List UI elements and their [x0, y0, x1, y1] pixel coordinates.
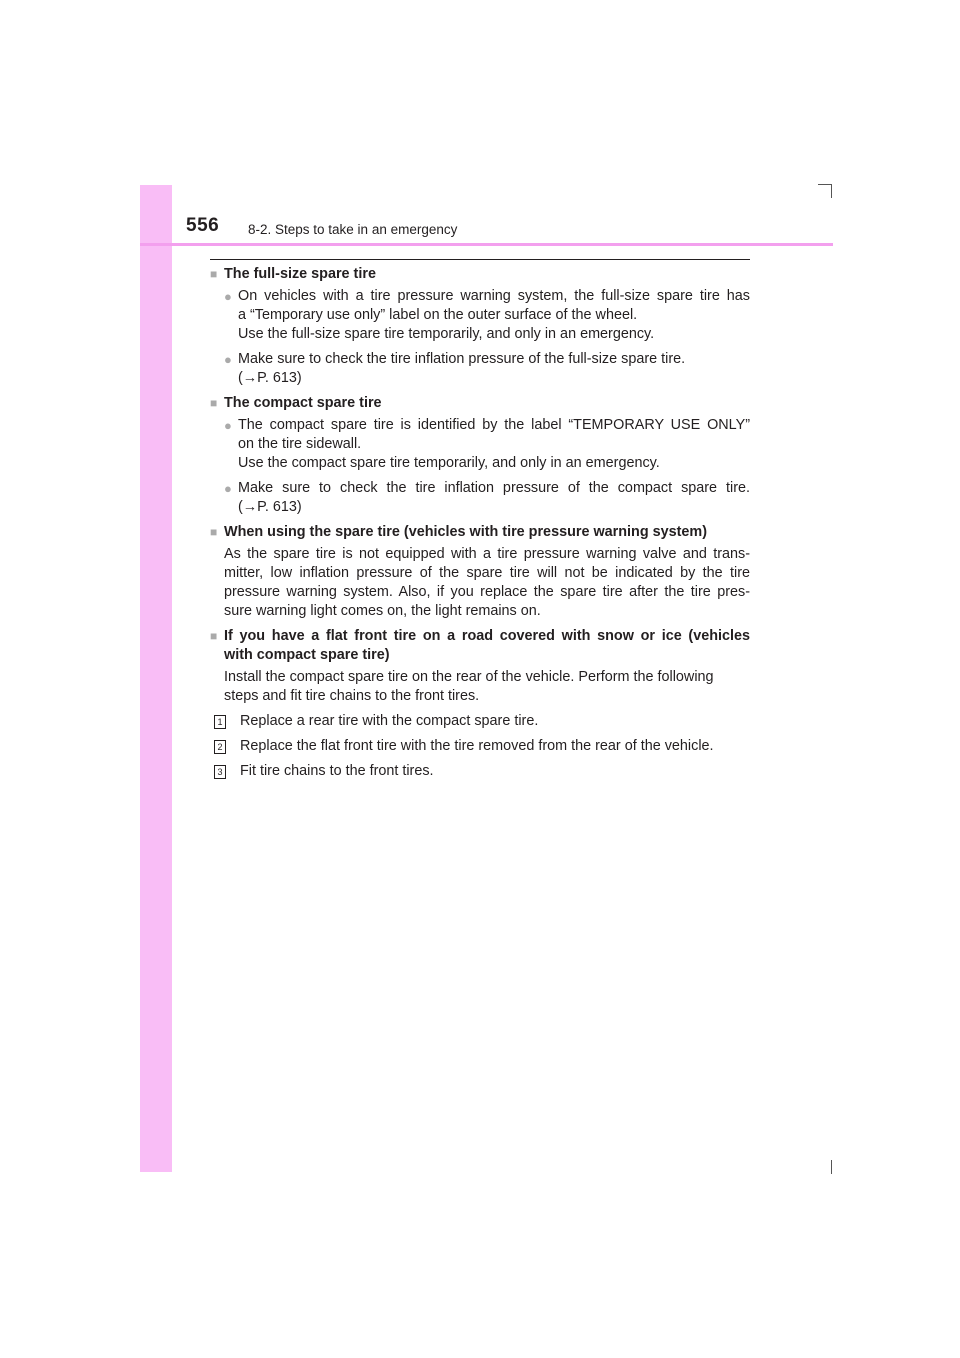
heading-marker-icon: ■	[210, 267, 218, 281]
section-heading: ■ When using the spare tire (vehicles with tire pressure warning system)	[210, 524, 708, 540]
heading-marker-icon: ■	[210, 525, 218, 539]
step-number-box: 1	[214, 715, 226, 729]
section-heading: ■ The compact spare tire	[210, 395, 382, 411]
step-item	[214, 762, 750, 781]
crop-mark	[831, 1160, 832, 1174]
crop-mark	[831, 184, 832, 198]
bullet-icon: ●	[224, 418, 232, 433]
step-text: Fit tire chains to the front tires.	[240, 763, 434, 779]
bullet-icon: ●	[224, 481, 232, 496]
side-tab-bar	[140, 185, 172, 1172]
text-line: Make sure to check the tire inflation pressure of the compact spare tire.	[238, 480, 750, 496]
page-reference: (→P. 613)	[238, 499, 302, 515]
bullet-item	[224, 287, 750, 344]
paragraph	[224, 668, 750, 706]
text-line: pressure warning system. Also, if you replace the spare tire after the tire pres-	[224, 584, 750, 600]
bullet-item	[224, 350, 750, 388]
bullet-item	[224, 416, 750, 473]
text-line: The compact spare tire is identified by the label “TEMPORARY USE ONLY”	[238, 417, 750, 433]
section-heading: ■ The full-size spare tire	[210, 266, 376, 282]
step-number-box: 3	[214, 765, 226, 779]
step-text: Replace the flat front tire with the tire removed from the rear of the vehicle.	[240, 738, 714, 754]
text-line: on the tire sidewall.	[238, 436, 362, 452]
page-content	[210, 265, 750, 787]
page-number: 556	[186, 215, 220, 236]
text-line: Make sure to check the tire inflation pressure of the full-size spare tire.	[238, 351, 686, 367]
step-number-box: 2	[214, 740, 226, 754]
text-line: Use the full-size spare tire temporarily, and only in an emergency.	[238, 326, 655, 342]
step-item	[214, 712, 750, 731]
crop-mark	[818, 184, 832, 185]
paragraph	[224, 545, 750, 621]
text-line: a “Temporary use only” label on the outer surface of the wheel.	[238, 307, 638, 323]
heading-marker-icon: ■	[210, 396, 218, 410]
heading-line: If you have a flat front tire on a road covered with snow or ice (vehicles	[224, 628, 750, 644]
text-line: On vehicles with a tire pressure warning system, the full-size spare tire has	[238, 288, 750, 304]
content-divider	[210, 259, 750, 260]
heading-line: with compact spare tire)	[224, 647, 390, 663]
bullet-item	[224, 479, 750, 517]
section-title: 8-2. Steps to take in an emergency	[248, 222, 458, 237]
text-line: steps and fit tire chains to the front tires.	[224, 688, 480, 704]
text-line: Install the compact spare tire on the rear of the vehicle. Perform the following	[224, 669, 714, 685]
text-line: Use the compact spare tire temporarily, and only in an emergency.	[238, 455, 660, 471]
text-line: mitter, low inflation pressure of the spare tire will not be indicated by the tire	[224, 565, 750, 581]
bullet-icon: ●	[224, 289, 232, 304]
heading-marker-icon: ■	[210, 629, 218, 643]
page-reference: (→P. 613)	[238, 370, 302, 386]
header-rule	[140, 243, 833, 246]
section-heading	[210, 627, 750, 665]
text-line: As the spare tire is not equipped with a tire pressure warning valve and trans-	[224, 546, 750, 562]
text-line: sure warning light comes on, the light remains on.	[224, 603, 541, 619]
step-text: Replace a rear tire with the compact spare tire.	[240, 713, 539, 729]
bullet-icon: ●	[224, 352, 232, 367]
step-item	[214, 737, 750, 756]
